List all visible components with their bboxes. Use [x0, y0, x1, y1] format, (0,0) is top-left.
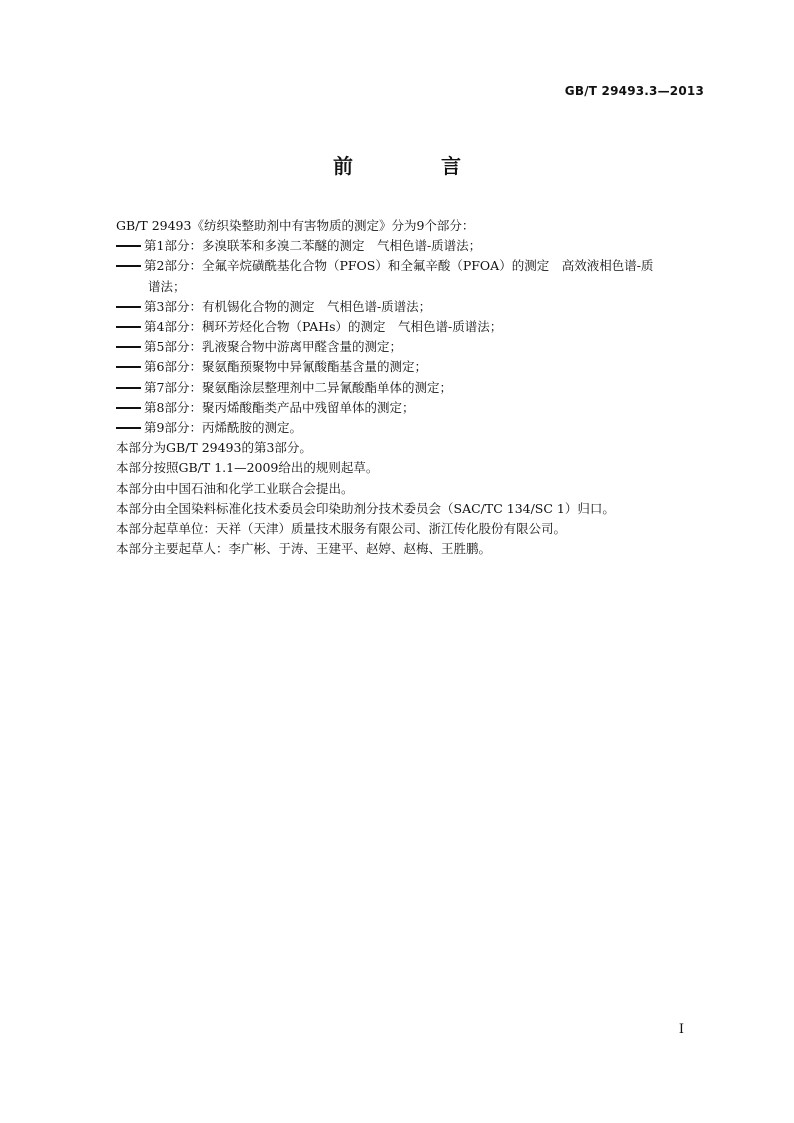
- statement-drafting-units: 本部分起草单位：天祥（天津）质量技术服务有限公司、浙江传化股份有限公司。: [116, 521, 567, 537]
- list-item: [116, 236, 712, 256]
- dash-bullet: [116, 326, 141, 328]
- list-item: [116, 337, 712, 357]
- standard-code: GB/T 29493.3—2013: [564, 84, 704, 98]
- statement-drafting-rules: 本部分按照GB/T 1.1—2009给出的规则起草。: [116, 460, 379, 476]
- list-item: [116, 418, 712, 438]
- list-item-text: 第9部分：丙烯酰胺的测定。: [144, 420, 302, 436]
- statement-committee: 本部分由全国染料标准化技术委员会印染助剂分技术委员会（SAC/TC 134/SC 1）归口。: [116, 500, 615, 516]
- list-item: [116, 378, 712, 398]
- list-item: [116, 357, 712, 377]
- dash-bullet: [116, 387, 141, 389]
- list-item-text: 第7部分：聚氨酯涂层整理剂中二异氰酸酯单体的测定；: [144, 379, 452, 395]
- statement-proposer: 本部分由中国石油和化学工业联合会提出。: [116, 480, 354, 496]
- statement-part-number: 本部分为GB/T 29493的第3部分。: [116, 440, 312, 456]
- list-item-continuation: 谱法；: [148, 278, 186, 294]
- page-number: I: [678, 1022, 684, 1037]
- list-item-text: [144, 256, 712, 296]
- dash-bullet: [116, 265, 141, 267]
- statement-drafters: 本部分主要起草人：李广彬、于涛、王建平、赵婷、赵梅、王胜鹏。: [116, 541, 492, 557]
- list-item: [116, 317, 712, 337]
- list-item-text: 第4部分：稠环芳烃化合物（PAHs）的测定 气相色谱-质谱法；: [144, 319, 503, 335]
- dash-bullet: [116, 346, 141, 348]
- list-item: [116, 297, 712, 317]
- list-item: [116, 398, 712, 418]
- dash-bullet: [116, 427, 141, 429]
- list-item-text: 第6部分：聚氨酯预聚物中异氰酸酯基含量的测定；: [144, 359, 427, 375]
- page-title: 前 言: [333, 154, 495, 178]
- dash-bullet: [116, 407, 141, 409]
- intro-paragraph: GB/T 29493《纺织染整助剂中有害物质的测定》分为9个部分：: [116, 218, 475, 233]
- list-item-text: 第3部分：有机锡化合物的测定 气相色谱-质谱法；: [144, 298, 432, 314]
- list-item-text: 第1部分：多溴联苯和多溴二苯醚的测定 气相色谱-质谱法；: [144, 238, 482, 254]
- list-item-text: 第8部分：聚丙烯酸酯类产品中残留单体的测定；: [144, 399, 415, 415]
- list-item-line: 第2部分：全氟辛烷磺酰基化合物（PFOS）和全氟辛酸（PFOA）的测定 高效液相色谱-质: [144, 258, 654, 274]
- list-item: [116, 256, 712, 296]
- dash-bullet: [116, 366, 141, 368]
- foreword-body: [116, 216, 712, 559]
- list-item-text: 第5部分：乳液聚合物中游离甲醛含量的测定；: [144, 339, 402, 355]
- dash-bullet: [116, 306, 141, 308]
- dash-bullet: [116, 245, 141, 247]
